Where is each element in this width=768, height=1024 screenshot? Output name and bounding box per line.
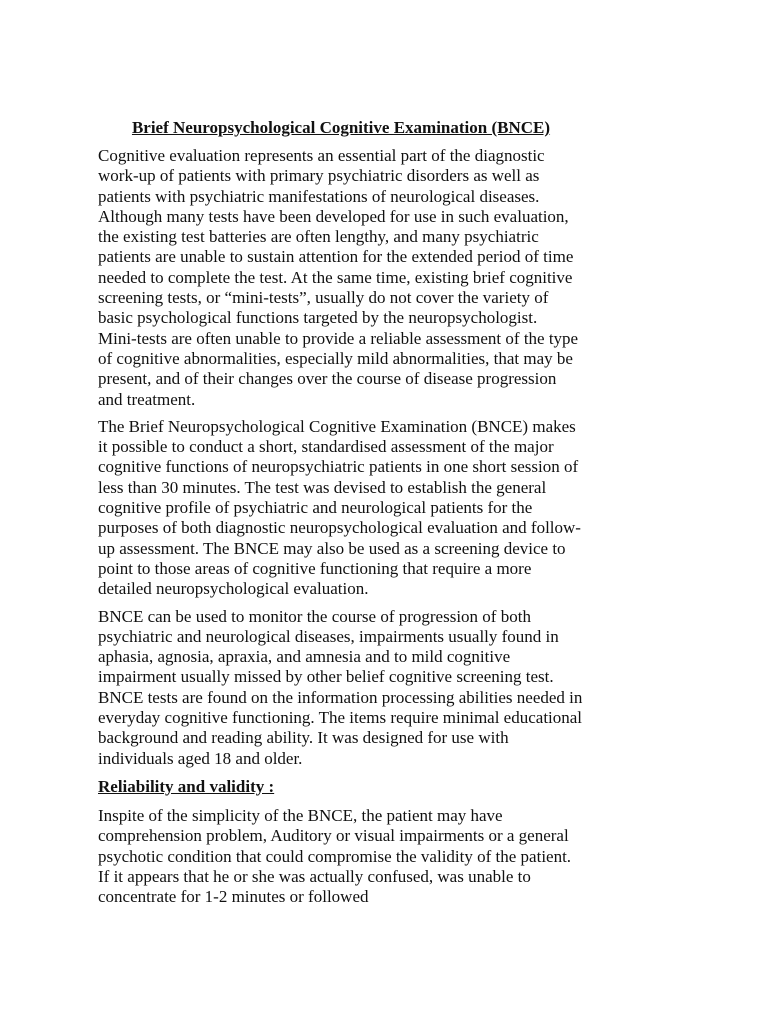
document-page (98, 117, 584, 907)
paragraph-intro: Cognitive evaluation represents an essential part of the diagnostic work-up of patients with primary psychiatric disorders as well as patients with psychiatric manifestations of neurological diseases. Although many tests have been developed for use in such evaluation, the existing test batteries are often lengthy, and many psychiatric patients are unable to sustain attention for the extended period of time needed to complete the test. At the same time, existing brief cognitive screening tests, or “mini-tests”, usually do not cover the variety of basic psychological functions targeted by the neuropsychologist. (98, 146, 574, 328)
paragraph-bnce-description: The Brief Neuropsychological Cognitive Examination (BNCE) makes it possible to conduct a short, standardised assessment of the major cognitive functions of neuropsychiatric patients in one short session of less than 30 minutes. The test was devised to establish the general cognitive profile of psychiatric and neurological patients for the purposes of both diagnostic neuropsychological evaluation and follow-up assessment. The BNCE may also be used as a screening device to point to those areas of cognitive functioning that require a more detailed neuropsychological evaluation. (98, 416, 581, 599)
paragraph-mini-tests: Mini-tests are often unable to provide a reliable assessment of the type of cognitive abnormalities, especially mild abnormalities, that may be present, and of their changes over the course of disease progression and treatment. (98, 328, 579, 409)
section-heading-reliability: Reliability and validity : (98, 776, 275, 796)
paragraph-bnce-usage: BNCE can be used to monitor the course of progression of both psychiatric and neurological diseases, impairments usually found in aphasia, agnosia, apraxia, and amnesia and to mild cognitive impairment usually missed by other belief cognitive screening test. BNCE tests are found on the information processing abilities needed in everyday cognitive functioning. The items require minimal educational background and reading ability. It was designed for use with individuals aged 18 and older. (98, 606, 583, 768)
document-title: Brief Neuropsychological Cognitive Examination (BNCE) (131, 118, 551, 137)
paragraph-reliability: Inspite of the simplicity of the BNCE, the patient may have comprehension problem, Auditory or visual impairments or a general psychotic condition that could compromise the validity of the patient. If it appears that he or she was actually confused, was unable to concentrate for 1-2 minutes or followed (98, 805, 572, 907)
